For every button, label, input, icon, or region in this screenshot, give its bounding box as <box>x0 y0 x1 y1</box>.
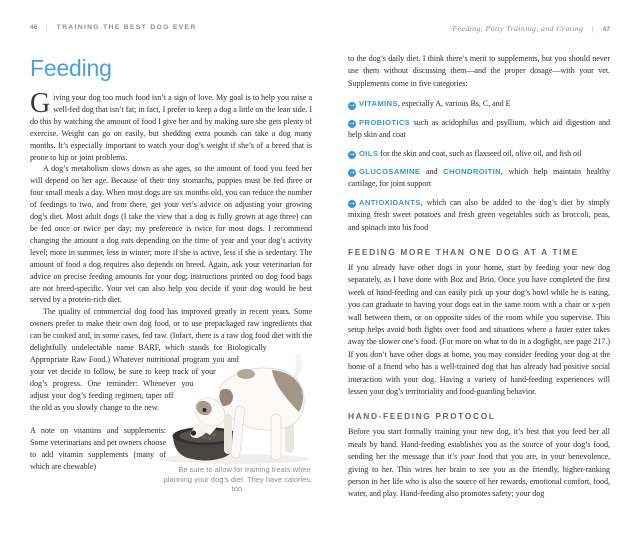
puppy-eating-photo <box>148 344 316 466</box>
running-head-separator: | <box>45 24 49 31</box>
bullet-item-antioxidants <box>348 197 610 234</box>
dog-photo-figure <box>163 344 313 502</box>
bullet-term: VITAMINS <box>359 99 398 109</box>
left-running-head <box>30 24 312 34</box>
paragraph-3-text-b: fact, there is a raw dog food diet with the delightfully undelectable name BARF, which stands for Biologically Appropriate Raw Food.) Whatever nutritional program you and your vet decide to follow, be sure to keep track of your dog’s progress. One reminder: Whenever you adjust your dog’s feeding regimen, taper off the old as you slowly change to the new. <box>30 331 312 412</box>
paragraph-4: A note on vitamins and supplements: Some veterinarians and pet owners choose to add vitamin supplements (many of which are chewable) <box>30 426 166 472</box>
right-page-number: 47 <box>602 26 610 33</box>
arrow-bullet-icon: → <box>349 200 355 208</box>
bullet-text: , which can also be added to the dog’s diet by simply mixing fresh sweet potatoes and fresh green vegetables such as broccoli, peas, and spinach into his food <box>348 197 610 232</box>
arrow-bullet-icon: → <box>349 101 355 109</box>
paragraph-1-text: iving your dog too much food isn’t a sign of love. My goal is to help you raise a well-fed dog that isn’t fat; in fact, I prefer to keep a dog a little on the lean side. I do this by watching the amount of food I give her and by making sure she gets plenty of exercise. Weight can go on easily, but shedding extra pounds can take a dog many months. It’s especially important to watch your dog’s weight if she’s of a breed that is prone to hip or joint problems. <box>30 93 312 162</box>
supplement-bullet-list <box>348 98 610 234</box>
bullet-text: , which help maintain healthy cartilage, for joint support <box>348 166 610 189</box>
section2-text-b: food that you are, in your benevolence, giving to her. This wires her brain to see you as the friendly, higher-ranking person in her life who is also the source of her rewards, emotional comfort, food, water, and play. Hand-feeding also promotes safety; your dog <box>348 452 611 499</box>
paragraph-3-text-a: The quality of commercial dog food has improved greatly in recent years. Some owners prefer to make their own dog food, or to use prepackaged raw ingredients that can be cooked and, in some cases, fed raw. (In <box>30 307 312 341</box>
arrow-bullet-icon: → <box>349 169 355 177</box>
section2-italic-word: your <box>460 452 475 462</box>
section-heading-hand-feeding-protocol: HAND-FEEDING PROTOCOL <box>348 411 496 422</box>
bullet-text: and <box>420 166 444 176</box>
right-running-head <box>348 24 610 34</box>
section2-text-a: Before you start formally training your new dog, it’s best that you feed her all meals by hand. Hand-feeding establishes you as the source of your dog’s food, sending her the message that it’s <box>348 427 610 462</box>
arrow-bullet-icon: → <box>349 151 355 159</box>
bullet-term: PROBIOTICS <box>359 117 411 127</box>
right-page <box>320 0 640 533</box>
left-body-copy <box>30 88 313 494</box>
running-head-separator: | <box>591 26 595 33</box>
section1-paragraph: If you already have other dogs in your home, start by feeding your new dog separately, as I have done with Boz and Brio. Once you have completed the first week of hand-feeding and can easily pick up your dog’s bowl while he is eating, you can graduate to having your dogs eat in the same room with a chair or x-pen wall between them, or on opposite sides of the room while you supervise. This setup helps avoid both fights over food and situations where a faster eater takes away the slower one’s food. (For more on what to do in a dogfight, see page 217.) If you don’t have other dogs at home, you may consider feeding your dog at the home of a friend who has a well-trained dog that has already had positive social interaction with your dog. Having a variety of hand-feeding experiences will lessen your dog’s territoriality and food-guarding behavior. <box>348 262 610 397</box>
bullet-text: such as acidophilus and psyllium, which aid digestion and help skin and coat <box>348 117 610 140</box>
paragraph-1 <box>30 88 312 163</box>
bullet-text: , especially A, various Bs, C, and E <box>397 99 511 109</box>
bullet-item-probiotics <box>348 117 610 142</box>
arrow-bullet-icon: → <box>349 120 355 128</box>
left-running-head-title: TRAINING THE BEST DOG EVER <box>56 24 197 31</box>
bullet-item-oils <box>348 148 610 160</box>
left-page-number: 46 <box>30 24 38 31</box>
bullet-item-vitamins <box>348 98 610 110</box>
bullet-item-glucosamine <box>348 166 610 191</box>
figure-caption: Be sure to allow for training treats when planning your dog’s diet. They have calories, too. <box>163 465 313 494</box>
chapter-title: Feeding <box>30 55 112 81</box>
section2-paragraph <box>348 426 610 500</box>
bullet-term: OILS <box>359 148 379 158</box>
paragraph-2: A dog’s metabolism slows down as she ages, so the amount of food you feed her will depend on her age. Because of their tiny stomachs, puppies must be fed three or four small meals a day. When most dogs are six months old, you can reduce the number of feedings to two, and from there, get your vet’s advice on adjusting your growing dog’s diet. Most adult dogs (I take the view that a dog is fully grown at age three) can be fed once or twice per day; my preference is twice for most dogs. I recommend changing the amount a dog eats depending on the time of year and your dog’s activity level; more in summer, less in winter; more if she is active, less if she is sedentary. The amount of food a dog requires also depends on breed. Again, ask your veterinarian for advice on precise feeding amounts for your dog; instructions printed on dog food bags are not breed-specific. Your vet can also help you decide if your dog would be best served by a protein-rich diet. <box>30 164 312 305</box>
bullet-term: CHONDROITIN <box>443 166 502 176</box>
bullet-term: ANTIOXIDANTS <box>359 197 421 207</box>
intro-paragraph: to the dog’s daily diet. I think there’s merit to supplements, but you should never use them without discussing them—and the proper dosage—with your vet. Supplements come in five categories: <box>348 54 610 88</box>
bullet-term: GLUCOSAMINE <box>359 166 421 176</box>
drop-cap: G <box>30 88 51 119</box>
bullet-text: for the skin and coat, such as flaxseed oil, olive oil, and fish oil <box>378 148 582 158</box>
section-heading-feeding-multiple-dogs: FEEDING MORE THAN ONE DOG AT A TIME <box>348 246 579 257</box>
right-running-head-title: Feeding, Potty Training, and Crating <box>452 24 584 33</box>
